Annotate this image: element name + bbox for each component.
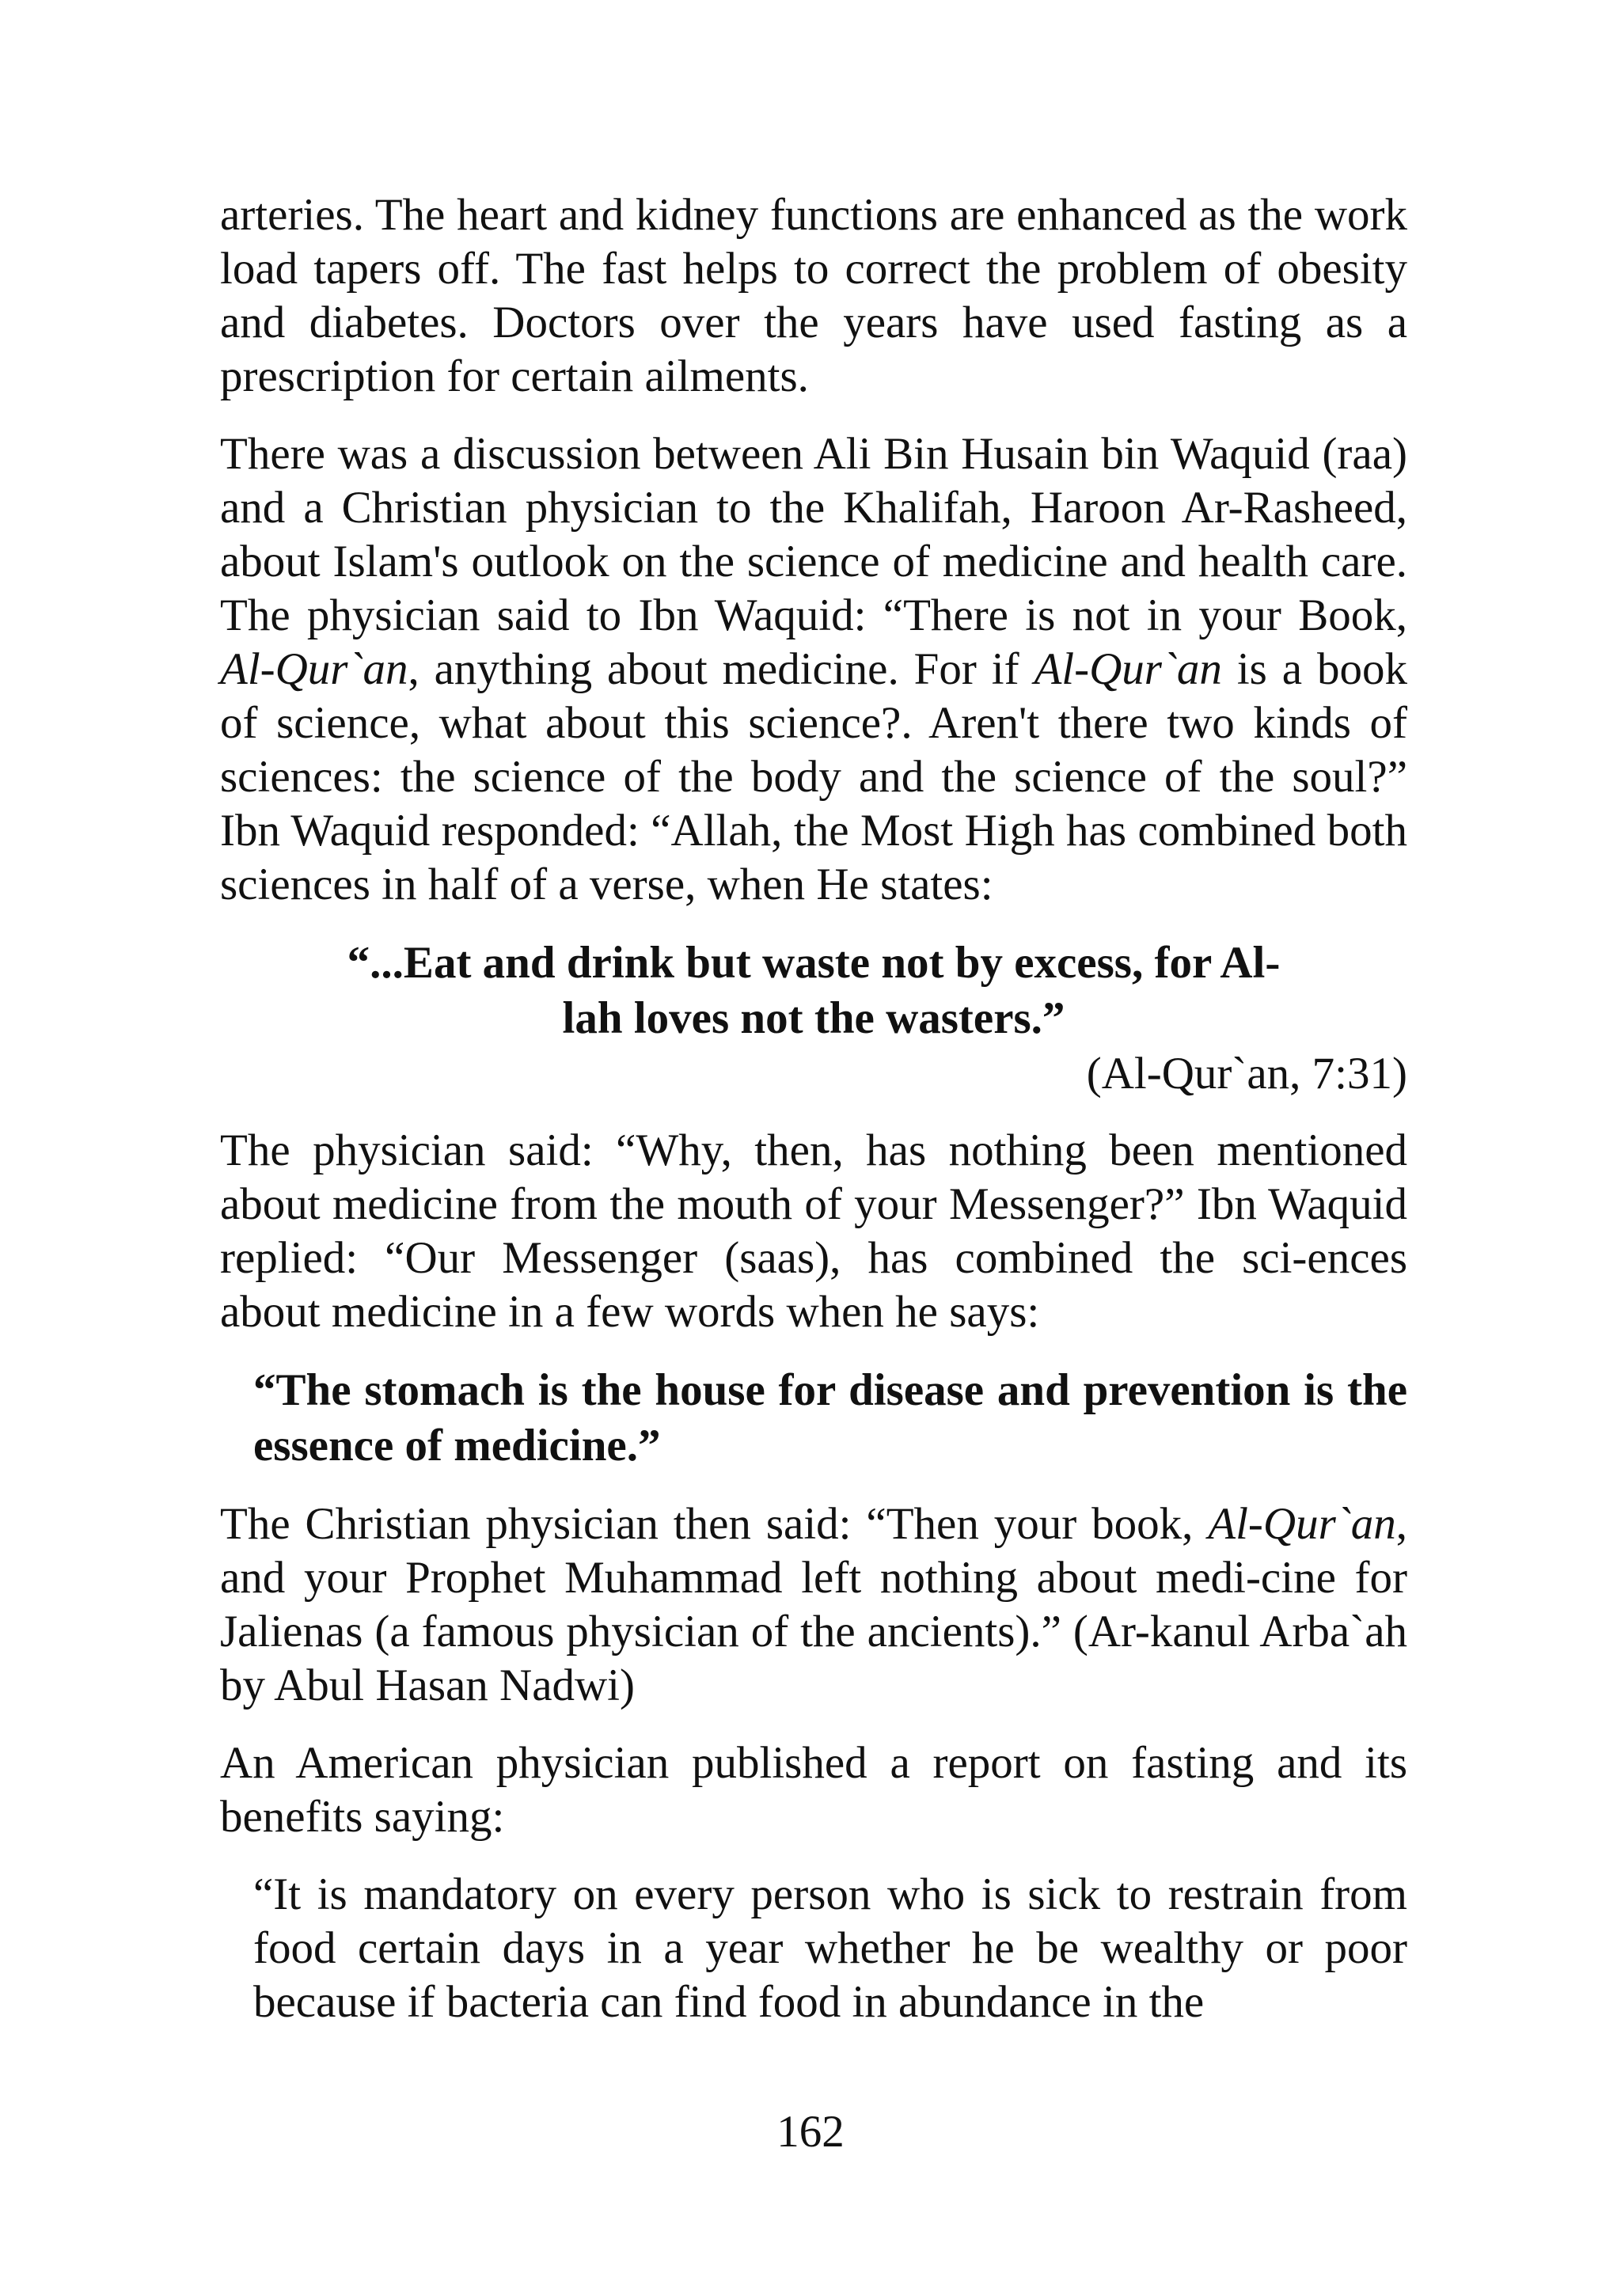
paragraph-christian-physician xyxy=(220,1497,1407,1713)
page-number: 162 xyxy=(776,2107,845,2157)
book-title-italic: Al-Qur`an xyxy=(220,644,408,694)
text-run: , anything about medicine. For if xyxy=(408,644,1034,694)
book-title-italic: Al-Qur`an xyxy=(1034,644,1222,694)
text-run: The Christian physician then said: “Then your book, xyxy=(220,1499,1209,1549)
quran-verse: “...Eat and drink but waste not by excess, for Al-lah loves not the wasters.” xyxy=(347,938,1281,1043)
paragraph-fasting-benefits: arteries. The heart and kidney functions are enhanced as the work load tapers off. The fast helps to correct the problem of obesity and diabetes. Doctors over the years have used fasting as a prescription for certain ailments. xyxy=(220,190,1407,401)
book-title-italic: Al-Qur`an xyxy=(1208,1499,1396,1549)
physician-quote: “It is mandatory on every person who is sick to restrain from food certain days in a year whether he be wealthy or poor because if bacteria can find food in abundance in the xyxy=(253,1869,1407,2027)
text-run: is a book of science, what about this science?. Aren't there two kinds of sciences: the science of the body and the science of the soul?” Ibn Waquid responded: “Allah, the Most High has combined both sciences in half of a verse, when He states: xyxy=(220,644,1407,909)
paragraph-messenger: The physician said: “Why, then, has nothing been mentioned about medicine from the mouth of your Messenger?” Ibn Waquid replied: “Our Messenger (saas), has combined the sci-ences about medicine in a few words when he says: xyxy=(220,1125,1407,1337)
hadith-quote: “The stomach is the house for disease and prevention is the essence of medicine.” xyxy=(253,1365,1407,1471)
paragraph-discussion xyxy=(220,427,1407,912)
verse-reference: (Al-Qur`an, 7:31) xyxy=(1086,1049,1407,1099)
page-body xyxy=(220,188,1407,2029)
paragraph-american-physician: An American physician published a report on fasting and its benefits saying: xyxy=(220,1738,1407,1842)
text-run: , and your Prophet Muhammad left nothing about medi-cine for Jalienas (a famous physician of the ancients).” (Ar-kanul Arba`ah by Abul Hasan Nadwi) xyxy=(220,1499,1407,1710)
text-run: There was a discussion between Ali Bin Husain bin Waquid (raa) and a Christian physician to the Khalifah, Haroon Ar-Rasheed, about Islam's outlook on the science of medicine and health care. The physician said to Ibn Waquid: “There is not in your Book, xyxy=(220,429,1407,640)
